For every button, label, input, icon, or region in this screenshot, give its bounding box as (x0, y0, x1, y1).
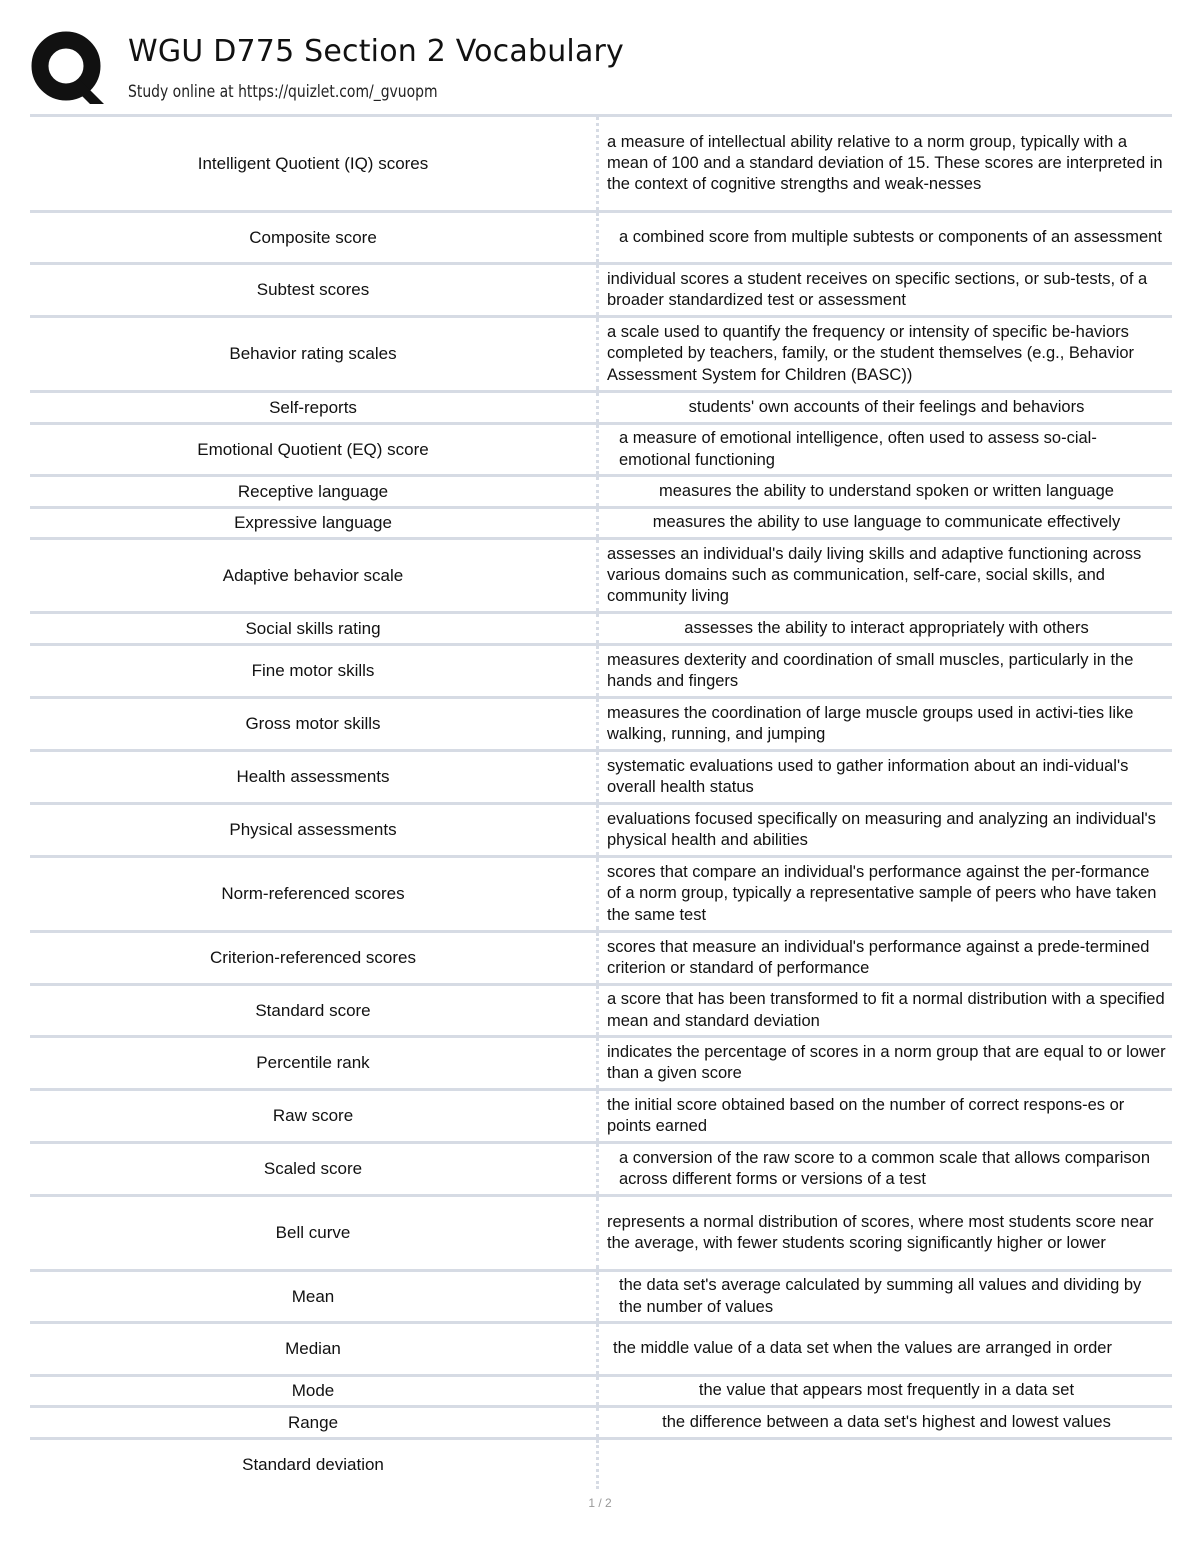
table-row (30, 1321, 1172, 1374)
term-cell: Median (285, 1339, 341, 1358)
table-row (30, 749, 1172, 802)
table-row (30, 210, 1172, 262)
term-cell: Behavior rating scales (229, 344, 397, 363)
table-row (30, 802, 1172, 855)
term-cell: Self-reports (269, 397, 357, 417)
term-cell: Criterion-referenced scores (210, 948, 416, 967)
definition-cell: the difference between a data set's highest and lowest values (596, 1408, 1172, 1437)
table-row (30, 855, 1172, 930)
definition-cell: individual scores a student receives on specific sections, or sub-tests, of a broader standardized test or assessment (596, 265, 1172, 315)
term-cell: Intelligent Quotient (IQ) scores (197, 153, 429, 173)
term-cell: Mode (291, 1381, 335, 1400)
definition-cell: the middle value of a data set when the values are arranged in order (596, 1324, 1172, 1374)
definition-cell: measures the ability to understand spoken or written language (596, 477, 1172, 506)
table-row (30, 696, 1172, 749)
term-cell: Physical assessments (229, 820, 397, 839)
definition-cell: a measure of intellectual ability relative to a norm group, typically with a mean of 100 and a standard deviation of 15. These scores are interpreted in the context of cognitive strengths and weak-nesses (596, 117, 1172, 210)
page-title: WGU D775 Section 2 Vocabulary (128, 34, 625, 69)
definition-cell: a measure of emotional intelligence, often used to assess so-cial-emotional functioning (596, 425, 1172, 474)
term-cell: Percentile rank (256, 1053, 370, 1072)
table-row (30, 1437, 1172, 1489)
table-row (30, 422, 1172, 474)
term-cell: Raw score (272, 1106, 354, 1125)
table-row (30, 114, 1172, 210)
definition-cell: scores that measure an individual's performance against a prede-termined criterion or standard of performance (596, 933, 1172, 983)
page-header (30, 28, 1170, 108)
table-row (30, 930, 1172, 983)
definition-cell: assesses an individual's daily living skills and adaptive functioning across various domains such as communication, self-care, social skills, and community living (596, 540, 1172, 611)
page-number: 1 / 2 (588, 1496, 612, 1510)
term-cell: Standard deviation (242, 1454, 384, 1474)
definition-cell (596, 1440, 1172, 1489)
definition-cell: measures dexterity and coordination of small muscles, particularly in the hands and fingers (596, 646, 1172, 696)
table-row (30, 262, 1172, 315)
term-cell: Adaptive behavior scale (222, 565, 404, 585)
term-cell: Health assessments (236, 767, 390, 786)
table-row (30, 611, 1172, 643)
table-row (30, 390, 1172, 422)
definition-cell: a combined score from multiple subtests or components of an assessment (596, 213, 1172, 262)
definition-cell: the data set's average calculated by summing all values and dividing by the number of values (596, 1272, 1172, 1321)
term-cell: Fine motor skills (251, 661, 375, 680)
term-cell: Gross motor skills (245, 714, 381, 733)
definition-cell: measures the coordination of large muscle groups used in activi-ties like walking, running, and jumping (596, 699, 1172, 749)
table-row (30, 1374, 1172, 1405)
term-cell: Social skills rating (245, 618, 381, 638)
study-online-link[interactable]: Study online at https://quizlet.com/_gvuopm (128, 82, 438, 102)
definition-cell: scores that compare an individual's performance against the per-formance of a norm group, typically a representative sample of peers who have taken the same test (596, 858, 1172, 930)
table-row (30, 643, 1172, 696)
definition-cell: indicates the percentage of scores in a norm group that are equal to or lower than a given score (596, 1038, 1172, 1088)
vocabulary-table (30, 114, 1172, 1489)
term-cell: Norm-referenced scores (221, 884, 405, 903)
definition-cell: a score that has been transformed to fit a normal distribution with a specified mean and standard deviation (596, 986, 1172, 1035)
term-cell: Emotional Quotient (EQ) score (197, 439, 429, 459)
term-cell: Receptive language (237, 481, 389, 501)
term-cell: Composite score (249, 227, 377, 247)
term-cell: Range (287, 1412, 339, 1432)
definition-cell: assesses the ability to interact appropriately with others (596, 614, 1172, 643)
term-cell: Subtest scores (256, 280, 370, 299)
term-cell: Scaled score (263, 1159, 363, 1178)
term-cell: Mean (291, 1286, 335, 1306)
definition-cell: a conversion of the raw score to a common scale that allows comparison across different forms or versions of a test (596, 1144, 1172, 1194)
definition-cell: represents a normal distribution of scores, where most students score near the average, with fewer students scoring significantly higher or lower (596, 1197, 1172, 1269)
table-row (30, 1035, 1172, 1088)
term-cell: Bell curve (275, 1223, 351, 1242)
definition-cell: measures the ability to use language to communicate effectively (596, 509, 1172, 537)
table-row (30, 1194, 1172, 1269)
table-row (30, 506, 1172, 537)
term-cell: Standard score (255, 1000, 371, 1020)
definition-cell: evaluations focused specifically on measuring and analyzing an individual's physical health and abilities (596, 805, 1172, 855)
table-row (30, 537, 1172, 611)
definition-cell: the initial score obtained based on the number of correct respons-es or points earned (596, 1091, 1172, 1141)
term-cell: Expressive language (234, 513, 392, 532)
table-row (30, 315, 1172, 390)
table-row (30, 1405, 1172, 1437)
table-row (30, 1141, 1172, 1194)
definition-cell: students' own accounts of their feelings and behaviors (596, 393, 1172, 422)
table-row (30, 983, 1172, 1035)
definition-cell: the value that appears most frequently in a data set (596, 1377, 1172, 1405)
definition-cell: a scale used to quantify the frequency or intensity of specific be-haviors completed by teachers, family, or the student themselves (e.g., Behavior Assessment System for Children (BASC)) (596, 318, 1172, 390)
definition-cell: systematic evaluations used to gather information about an indi-vidual's overall health status (596, 752, 1172, 802)
quizlet-logo-icon (30, 30, 106, 106)
table-row (30, 474, 1172, 506)
table-row (30, 1088, 1172, 1141)
table-row (30, 1269, 1172, 1321)
